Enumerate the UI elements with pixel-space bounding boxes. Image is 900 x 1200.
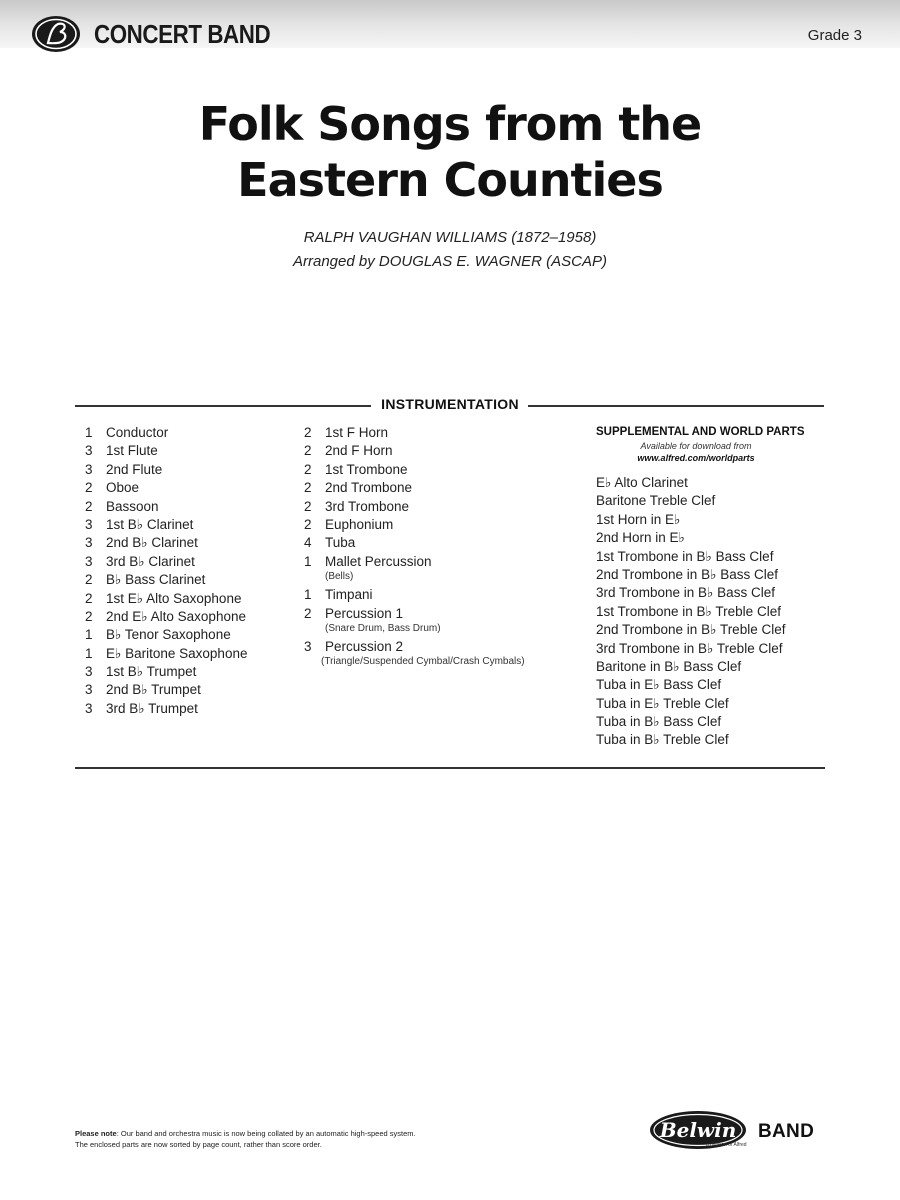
instrument-name: Euphonium: [325, 516, 394, 532]
instrument-qty: 2: [304, 443, 312, 459]
instrument-qty: 1: [304, 553, 312, 569]
supplemental-item: Baritone Treble Clef: [596, 493, 716, 509]
supplemental-item: Baritone in B♭ Bass Clef: [596, 658, 742, 674]
instrument-name: 2nd Trombone: [325, 480, 413, 496]
instrument-qty: 2: [304, 605, 312, 621]
instrument-qty: 2: [85, 480, 93, 496]
instrument-name: Mallet Percussion: [325, 553, 432, 569]
instrument-row: [85, 442, 305, 460]
instrument-row: [304, 586, 594, 604]
instrument-name: B♭ Bass Clarinet: [106, 572, 206, 588]
instrument-qty: 2: [304, 425, 312, 440]
supplemental-item: 3rd Trombone in B♭ Treble Clef: [596, 640, 783, 656]
instrument-name: 1st B♭ Trumpet: [106, 664, 197, 680]
instrument-row: [304, 516, 594, 534]
instrument-row: [85, 424, 305, 442]
instrument-row: [304, 461, 594, 479]
instrument-row: [304, 498, 594, 516]
instrument-name: 2nd E♭ Alto Saxophone: [106, 608, 246, 624]
instrument-qty: 3: [85, 461, 93, 477]
brand-title: CONCERT BAND: [94, 19, 271, 49]
instrument-qty: 2: [85, 608, 93, 624]
instrument-name: B♭ Tenor Saxophone: [106, 627, 231, 643]
belwin-b-logo-icon: [30, 13, 82, 55]
supplemental-item: Tuba in E♭ Bass Clef: [596, 677, 722, 693]
instrument-row: [85, 645, 305, 663]
instrument-row: [85, 498, 305, 516]
instrument-name: Oboe: [106, 480, 140, 496]
supplemental-item: 1st Horn in E♭: [596, 511, 681, 527]
instrument-name: 1st B♭ Clarinet: [106, 516, 194, 532]
instrument-qty: 2: [85, 572, 93, 588]
title-line-2: Eastern Counties: [237, 153, 663, 207]
instrument-name: 2nd F Horn: [325, 443, 393, 459]
instrument-qty: 1: [304, 587, 312, 603]
note-line-1: : Our band and orchestra music is now being collated by an automatic high-speed system.: [116, 1129, 416, 1138]
instrument-name: 3rd B♭ Clarinet: [106, 553, 195, 569]
instrument-row: [85, 626, 305, 644]
instrument-name: Timpani: [325, 587, 373, 603]
supplemental-item: 2nd Horn in E♭: [596, 530, 685, 546]
instrument-qty: 2: [304, 480, 312, 496]
instrument-qty: 3: [304, 638, 312, 654]
instrument-qty: 2: [85, 590, 93, 606]
supplemental-item: Tuba in E♭ Treble Clef: [596, 695, 729, 711]
instrument-name: 2nd Flute: [106, 461, 163, 477]
belwin-script: Belwin: [659, 1118, 737, 1142]
instrument-detail: (Triangle/Suspended Cymbal/Crash Cymbals): [321, 656, 525, 668]
publisher-sub: a division of Alfred: [706, 1142, 747, 1148]
instrument-name: 3rd B♭ Trumpet: [106, 700, 198, 716]
instrument-name: 2nd B♭ Clarinet: [106, 535, 198, 551]
instrument-name: 1st Trombone: [325, 461, 408, 477]
supplemental-item: 1st Trombone in B♭ Treble Clef: [596, 603, 781, 619]
instrument-row: [85, 663, 305, 681]
instrument-qty: 1: [85, 627, 93, 643]
supplemental-item: 3rd Trombone in B♭ Bass Clef: [596, 585, 775, 601]
instrument-row: [85, 700, 305, 718]
instrument-row: [85, 571, 305, 589]
instrument-qty: 3: [85, 664, 93, 680]
instrument-name: 1st Flute: [106, 443, 158, 459]
supplemental-item: Tuba in B♭ Bass Clef: [596, 714, 722, 730]
instrument-name: Percussion 2: [325, 638, 404, 654]
instrument-row: [85, 553, 305, 571]
note-label: Please note: [75, 1129, 117, 1138]
instrument-qty: 2: [304, 498, 312, 514]
instrument-detail: (Bells): [325, 571, 354, 583]
instrument-row: [304, 638, 594, 656]
instrument-name: Percussion 1: [325, 605, 404, 621]
instrument-qty: 3: [85, 700, 93, 716]
supplemental-note: Available for download from: [640, 441, 752, 451]
supplemental-item: 2nd Trombone in B♭ Treble Clef: [596, 622, 786, 638]
instrument-name: 1st E♭ Alto Saxophone: [106, 590, 242, 606]
publisher-band: BAND: [758, 1121, 815, 1142]
divider-bottom: [75, 767, 825, 769]
piece-title: [0, 96, 900, 208]
supplemental-item: E♭ Alto Clarinet: [596, 475, 688, 490]
instrument-row: [85, 590, 305, 608]
supplemental-item: 2nd Trombone in B♭ Bass Clef: [596, 566, 778, 582]
instrument-qty: 3: [85, 553, 93, 569]
divider-right: [528, 405, 824, 407]
instrument-qty: 1: [85, 425, 93, 440]
instrument-qty: 2: [304, 516, 312, 532]
instrument-row: [304, 553, 594, 571]
instrument-name: 3rd Trombone: [325, 498, 410, 514]
instrument-row: [304, 424, 594, 442]
instrument-row: [85, 479, 305, 497]
instrument-name: 1st F Horn: [325, 425, 389, 440]
instrument-list-column-1: [85, 424, 305, 718]
instrument-qty: 3: [85, 443, 93, 459]
grade-label: Grade 3: [807, 27, 862, 44]
instrument-row: [85, 534, 305, 552]
instrument-qty: 3: [85, 516, 93, 532]
instrument-row: [85, 681, 305, 699]
instrument-detail: (Snare Drum, Bass Drum): [325, 622, 441, 634]
instrument-name: Conductor: [106, 425, 169, 440]
instrument-qty: 2: [85, 498, 93, 514]
supplemental-item: 1st Trombone in B♭ Bass Clef: [596, 548, 774, 564]
instrument-name: 2nd B♭ Trumpet: [106, 682, 201, 698]
credits: [0, 226, 900, 274]
supplemental-url[interactable]: www.alfred.com/worldparts: [637, 453, 755, 463]
instrument-name: Tuba: [325, 535, 356, 551]
instrument-row: [304, 534, 594, 552]
instrument-list-column-2: [304, 424, 594, 671]
instrument-qty: 3: [85, 682, 93, 698]
supplemental-parts: [596, 424, 836, 750]
instrument-row: [85, 516, 305, 534]
instrument-qty: 4: [304, 535, 312, 551]
instrument-row: [304, 479, 594, 497]
arranger-credit: Arranged by DOUGLAS E. WAGNER (ASCAP): [293, 253, 607, 270]
instrument-name: Bassoon: [106, 498, 159, 514]
instrument-name: E♭ Baritone Saxophone: [106, 645, 248, 661]
title-line-1: Folk Songs from the: [198, 97, 702, 151]
instrumentation-heading: INSTRUMENTATION: [381, 396, 519, 412]
supplemental-title: SUPPLEMENTAL AND WORLD PARTS: [596, 426, 805, 438]
instrument-qty: 2: [304, 461, 312, 477]
supplemental-list: [596, 474, 836, 750]
supplemental-item: Tuba in B♭ Treble Clef: [596, 732, 729, 748]
note-line-2: The enclosed parts are now sorted by page count, rather than score order.: [75, 1140, 322, 1149]
footer-note: [75, 1128, 416, 1150]
composer-credit: RALPH VAUGHAN WILLIAMS (1872–1958): [303, 229, 597, 246]
instrument-row: [304, 442, 594, 460]
instrument-qty: 1: [85, 645, 93, 661]
instrument-qty: 3: [85, 535, 93, 551]
instrument-row: [85, 461, 305, 479]
instrument-row: [85, 608, 305, 626]
instrument-row: [304, 605, 594, 623]
